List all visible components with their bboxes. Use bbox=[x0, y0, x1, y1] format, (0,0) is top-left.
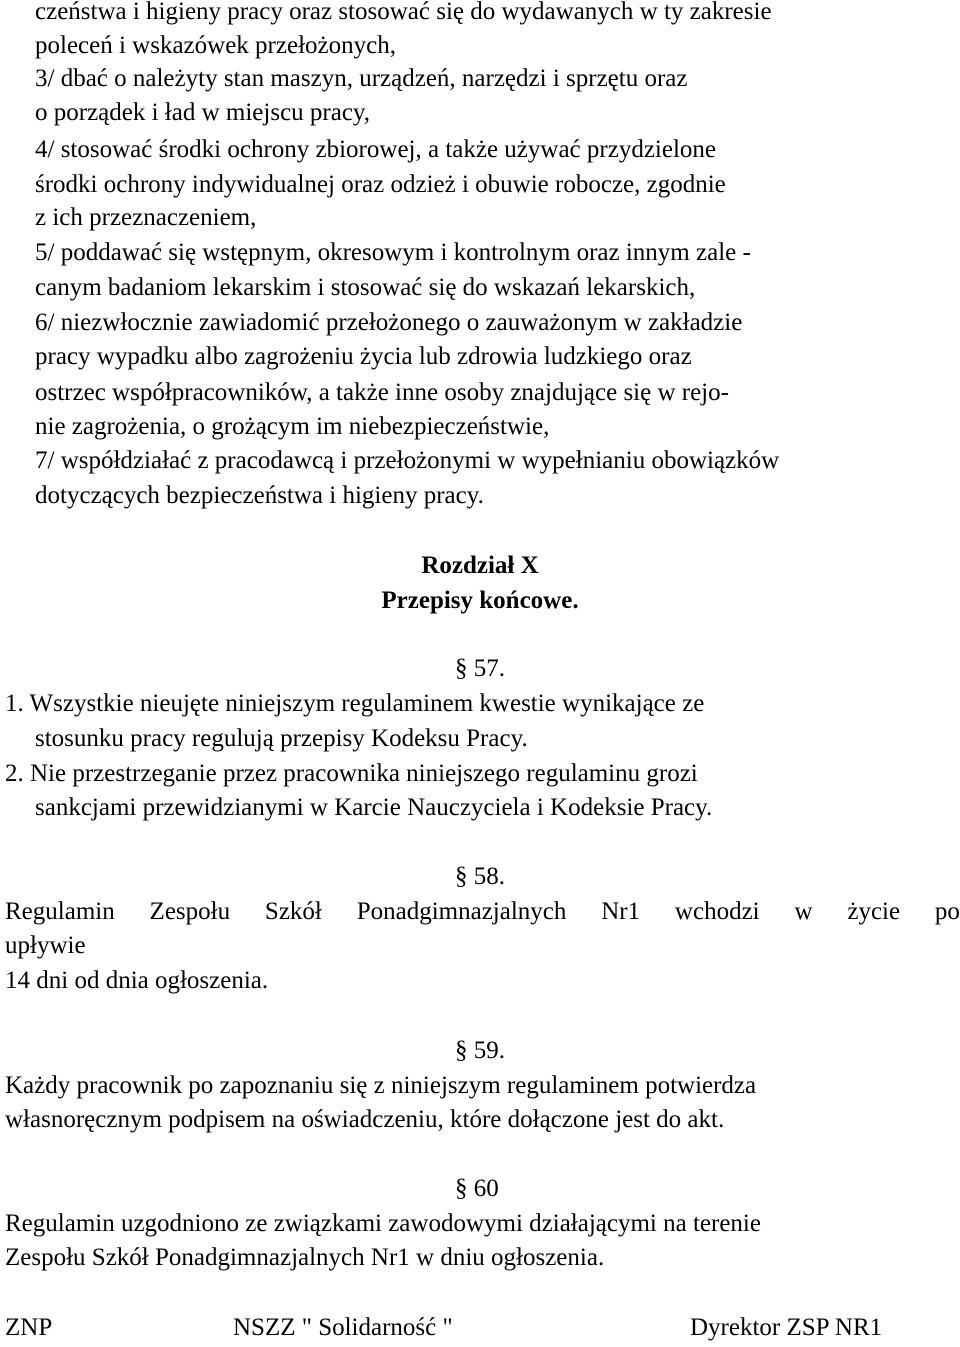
word: Nr1 bbox=[601, 898, 641, 925]
word: wchodzi bbox=[674, 898, 760, 925]
list-item-4: 4/ stosować środki ochrony zbiorowej, a także używać przydzielone bbox=[35, 136, 717, 163]
section-57-item-1: 1. Wszystkie nieujęte niniejszym regulaminem kwestie wynikające ze bbox=[5, 690, 705, 717]
word: w bbox=[794, 898, 813, 925]
section-60-heading: § 60 bbox=[455, 1175, 499, 1202]
chapter-number: Rozdział X bbox=[421, 552, 539, 579]
word: Szkół bbox=[264, 898, 322, 925]
list-item-5: 5/ poddawać się wstępnym, okresowym i kontrolnym oraz innym zale - bbox=[35, 239, 751, 266]
chapter-title: Przepisy końcowe. bbox=[381, 587, 579, 614]
list-line: ostrzec współpracowników, a także inne osoby znajdujące się w rejo- bbox=[35, 379, 729, 406]
section-58-line-justified bbox=[5, 897, 960, 927]
section-57-line: stosunku pracy regulują przepisy Kodeksu Pracy. bbox=[35, 725, 528, 752]
list-line: o porządek i ład w miejscu pracy, bbox=[35, 99, 371, 126]
section-57-heading: § 57. bbox=[455, 655, 505, 682]
section-59-heading: § 59. bbox=[455, 1037, 505, 1064]
word: po bbox=[934, 898, 960, 925]
list-item-6: 6/ niezwłocznie zawiadomić przełożonego o zauważonym w zakładzie bbox=[35, 309, 743, 336]
list-line: dotyczących bezpieczeństwa i higieny pracy. bbox=[35, 482, 484, 509]
section-58-heading: § 58. bbox=[455, 863, 505, 890]
signature-solidarnosc: NSZZ " Solidarność " bbox=[233, 1314, 453, 1341]
list-line: czeństwa i higieny pracy oraz stosować się do wydawanych w ty zakresie bbox=[35, 0, 772, 25]
section-60-line: Zespołu Szkół Ponadgimnazjalnych Nr1 w dniu ogłoszenia. bbox=[5, 1244, 605, 1271]
word: Ponadgimnazjalnych bbox=[356, 898, 567, 925]
word: Zespołu bbox=[149, 898, 231, 925]
list-line: canym badaniom lekarskim i stosować się do wskazań lekarskich, bbox=[35, 274, 696, 301]
list-item-7: 7/ współdziałać z pracodawcą i przełożonymi w wypełnianiu obowiązków bbox=[35, 447, 780, 474]
section-57-item-2: 2. Nie przestrzeganie przez pracownika niniejszego regulaminu grozi bbox=[5, 760, 698, 787]
list-line: pracy wypadku albo zagrożeniu życia lub zdrowia ludzkiego oraz bbox=[35, 343, 692, 370]
section-59-line: własnoręcznym podpisem na oświadczeniu, które dołączone jest do akt. bbox=[5, 1106, 725, 1133]
section-59-line: Każdy pracownik po zapoznaniu się z niniejszym regulaminem potwierdza bbox=[5, 1072, 757, 1099]
list-item-3: 3/ dbać o należyty stan maszyn, urządzeń, narzędzi i sprzętu oraz bbox=[35, 65, 688, 92]
section-58-line: upływie bbox=[5, 932, 86, 959]
list-line: z ich przeznaczeniem, bbox=[35, 204, 257, 231]
list-line: środki ochrony indywidualnej oraz odzież i obuwie robocze, zgodnie bbox=[35, 171, 726, 198]
signature-znp: ZNP bbox=[5, 1314, 53, 1341]
signature-director: Dyrektor ZSP NR1 bbox=[690, 1314, 883, 1341]
word: życie bbox=[847, 898, 901, 925]
list-line: poleceń i wskazówek przełożonych, bbox=[35, 32, 396, 59]
section-58-line: 14 dni od dnia ogłoszenia. bbox=[5, 967, 269, 994]
word: Regulamin bbox=[5, 898, 115, 925]
section-60-line: Regulamin uzgodniono ze związkami zawodowymi działającymi na terenie bbox=[5, 1210, 761, 1237]
list-line: nie zagrożenia, o grożącym im niebezpieczeństwie, bbox=[35, 413, 550, 440]
section-57-line: sankcjami przewidzianymi w Karcie Nauczyciela i Kodeksie Pracy. bbox=[35, 794, 713, 821]
